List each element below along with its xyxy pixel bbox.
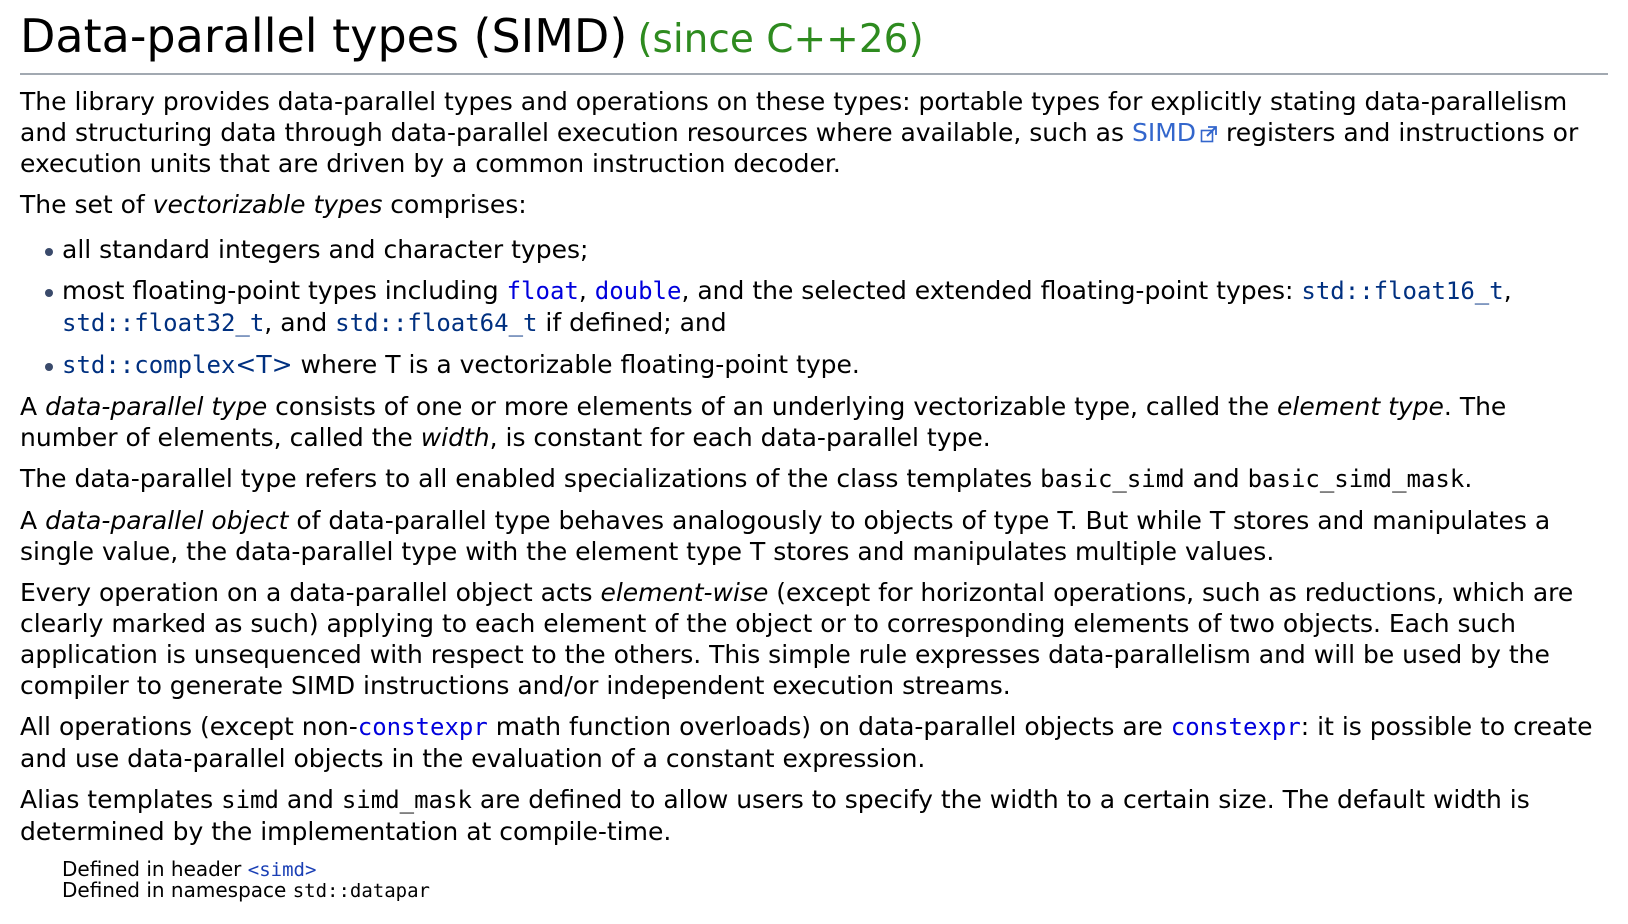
namespace-code: std::datapar: [292, 880, 430, 902]
simd-mask-code: simd_mask: [341, 786, 472, 814]
list-item: [62, 234, 1608, 265]
simd-code: simd: [221, 786, 279, 814]
intro-text-2: registers and instructions or execution units that are driven by a common instruction decoder.: [20, 118, 1579, 178]
bullet-integers-text: all standard integers and character types;: [62, 235, 589, 264]
vectorizable-paragraph: [20, 189, 1608, 220]
float32-link[interactable]: std::float32_t: [62, 309, 265, 337]
float16-link[interactable]: std::float16_t: [1301, 277, 1504, 305]
complex-link[interactable]: std::complex: [62, 351, 236, 379]
simd-link-label[interactable]: SIMD: [1131, 118, 1197, 147]
text: A: [20, 392, 46, 421]
simd-external-link[interactable]: [1132, 118, 1218, 147]
alias-templates-paragraph: [20, 784, 1608, 847]
constexpr-link-2[interactable]: constexpr: [1170, 713, 1301, 741]
defined-in-header: [62, 859, 1608, 880]
text: A: [20, 506, 46, 535]
defined-in-namespace: [62, 880, 1608, 901]
intro-paragraph: [20, 86, 1608, 179]
list-item: [62, 275, 1608, 339]
vectorizable-list: [20, 234, 1608, 381]
text: : it is possible to create and use data-parallel objects in the evaluation of a constant expression.: [20, 712, 1593, 773]
text: (except for horizontal operations, such as reductions, which are clearly marked as such) applying to each element of the object or to corresponding elements of two objects. Each such application is unsequenced with respect to the others. This simple rule expresses data-parallelism and will be used by the compiler to generate SIMD instructions and/or independent execution streams.: [20, 578, 1574, 700]
term-data-parallel-type: data-parallel type: [45, 392, 268, 421]
float-link[interactable]: float: [506, 277, 579, 305]
bullet-float-text-2: , and the selected extended floating-point types:: [681, 276, 1302, 305]
external-link-icon: [1200, 125, 1218, 143]
data-parallel-object-paragraph: [20, 505, 1608, 567]
vectorizable-term: vectorizable types: [152, 190, 383, 219]
comma: ,: [1503, 276, 1512, 305]
data-parallel-type-paragraph: [20, 391, 1608, 453]
text: . The number of elements, called the: [20, 392, 1507, 452]
text: math function overloads) on data-parallel objects are: [487, 712, 1171, 741]
vectorizable-text-1: The set of: [20, 190, 153, 219]
constexpr-link-1[interactable]: constexpr: [357, 713, 488, 741]
term-width: width: [420, 423, 490, 452]
element-wise-paragraph: [20, 577, 1608, 701]
basic-simd-mask-code: basic_simd_mask: [1247, 465, 1465, 493]
refers-paragraph: [20, 463, 1608, 495]
basic-simd-code: basic_simd: [1040, 465, 1185, 493]
text: All operations (except non-: [20, 712, 358, 741]
bullet-float-text-1: most floating-point types including: [62, 276, 507, 305]
text: and: [278, 785, 342, 814]
page-title-text: Data-parallel types (SIMD): [20, 9, 628, 63]
constexpr-paragraph: [20, 711, 1608, 774]
since-badge: (since C++26): [637, 17, 924, 62]
float64-link[interactable]: std::float64_t: [335, 309, 538, 337]
vectorizable-text-2: comprises:: [382, 190, 527, 219]
simd-header-link[interactable]: <simd>: [247, 859, 317, 881]
term-element-type: element type: [1277, 392, 1444, 421]
comma: ,: [578, 276, 595, 305]
text: Alias templates: [20, 785, 222, 814]
intro-text-1: The library provides data-parallel types and operations on these types: portable types for explicitly stating data-parallelism and structuring data through data-parallel execution resources where available, such as: [20, 87, 1568, 147]
text: are defined to allow users to specify the width to a certain size. The default width is determined by the implementation at compile-time.: [20, 785, 1530, 846]
template-param: <T>: [235, 350, 293, 379]
text: of data-parallel type behaves analogously to objects of type T. But while T stores and manipulates a single value, the data-parallel type with the element type T stores and manipulates multiple values.: [20, 506, 1551, 566]
and-text: , and: [264, 308, 336, 337]
text: .: [1464, 464, 1473, 493]
defined-header-label: Defined in header: [62, 857, 248, 881]
text: Every operation on a data-parallel object acts: [20, 578, 601, 607]
term-data-parallel-object: data-parallel object: [45, 506, 289, 535]
list-item: [62, 349, 1608, 381]
bullet-complex-text: where T is a vectorizable floating-point type.: [292, 350, 860, 379]
double-link[interactable]: double: [594, 277, 682, 305]
text: and: [1184, 464, 1248, 493]
bullet-float-text-3: if defined; and: [537, 308, 727, 337]
text: consists of one or more elements of an underlying vectorizable type, called the: [267, 392, 1278, 421]
text: , is constant for each data-parallel type.: [489, 423, 991, 452]
term-element-wise: element-wise: [600, 578, 769, 607]
page-title: [20, 0, 1608, 75]
text: The data-parallel type refers to all enabled specializations of the class templates: [20, 464, 1041, 493]
defined-namespace-label: Defined in namespace: [62, 878, 293, 902]
